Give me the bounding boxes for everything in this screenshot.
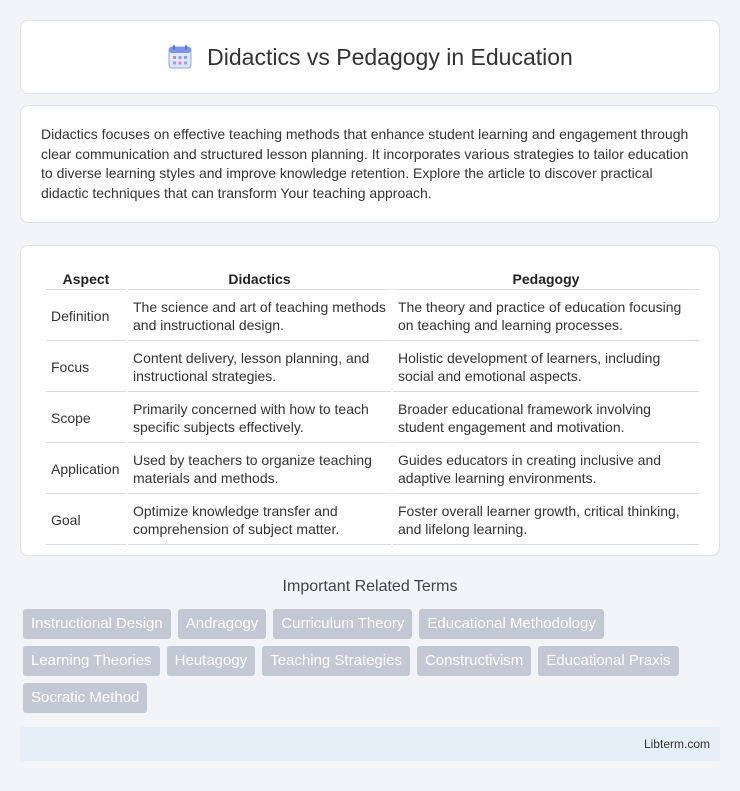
related-term-tag[interactable]: Heutagogy [167, 646, 256, 676]
cell-pedagogy: The theory and practice of education focusing on teaching and learning processes. [393, 292, 699, 341]
related-term-tag[interactable]: Learning Theories [23, 646, 160, 676]
table-row [46, 496, 699, 545]
cell-pedagogy: Guides educators in creating inclusive and adaptive learning environments. [393, 445, 699, 494]
table-row [46, 394, 699, 443]
table-row [46, 292, 699, 341]
footer-site-link[interactable]: Libterm.com [643, 737, 710, 751]
intro-text: Didactics focuses on effective teaching methods that enhance student learning and engagement through clear communication and structured lesson planning. It incorporates various strategies to tailor education to diverse learning styles and improve knowledge retention. Explore the article to discover practical didactic techniques that can transform Your teaching approach. [41, 126, 689, 201]
related-terms-title: Important Related Terms [282, 578, 458, 595]
cell-aspect: Goal [46, 496, 126, 545]
comparison-table-card [20, 245, 720, 556]
related-terms-list [23, 609, 723, 713]
title-card [20, 20, 720, 94]
comparison-table [44, 266, 701, 547]
related-term-tag[interactable]: Instructional Design [23, 609, 171, 639]
cell-didactics: Optimize knowledge transfer and comprehension of subject matter. [128, 496, 391, 545]
table-row [46, 445, 699, 494]
cell-pedagogy: Broader educational framework involving student engagement and motivation. [393, 394, 699, 443]
cell-didactics: Content delivery, lesson planning, and instructional strategies. [128, 343, 391, 392]
header-didactics: Didactics [128, 268, 391, 290]
cell-aspect: Scope [46, 394, 126, 443]
cell-pedagogy: Foster overall learner growth, critical thinking, and lifelong learning. [393, 496, 699, 545]
calendar-grid-icon [167, 44, 193, 70]
related-term-tag[interactable]: Educational Praxis [538, 646, 678, 676]
intro-card [20, 105, 720, 223]
page-title: Didactics vs Pedagogy in Education [207, 43, 573, 70]
table-row [46, 343, 699, 392]
header-pedagogy: Pedagogy [393, 268, 699, 290]
related-term-tag[interactable]: Socratic Method [23, 683, 147, 713]
cell-didactics: The science and art of teaching methods and instructional design. [128, 292, 391, 341]
footer [20, 727, 720, 761]
related-term-tag[interactable]: Constructivism [417, 646, 531, 676]
cell-aspect: Definition [46, 292, 126, 341]
cell-pedagogy: Holistic development of learners, including social and emotional aspects. [393, 343, 699, 392]
related-term-tag[interactable]: Teaching Strategies [262, 646, 410, 676]
table-header-row [46, 268, 699, 290]
cell-didactics: Primarily concerned with how to teach specific subjects effectively. [128, 394, 391, 443]
cell-aspect: Focus [46, 343, 126, 392]
header-aspect: Aspect [46, 268, 126, 290]
related-term-tag[interactable]: Curriculum Theory [273, 609, 412, 639]
cell-aspect: Application [46, 445, 126, 494]
related-term-tag[interactable]: Andragogy [178, 609, 267, 639]
cell-didactics: Used by teachers to organize teaching materials and methods. [128, 445, 391, 494]
related-term-tag[interactable]: Educational Methodology [419, 609, 603, 639]
